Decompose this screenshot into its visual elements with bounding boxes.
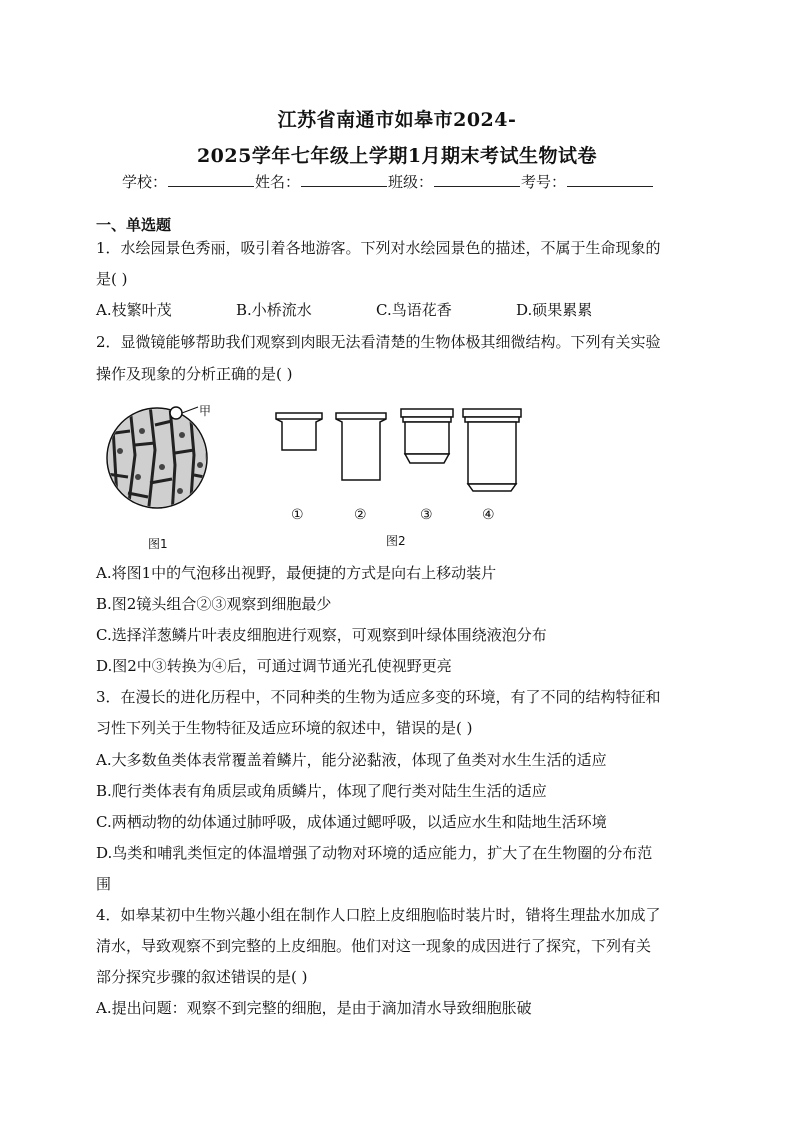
section-heading: 一、单选题	[96, 216, 172, 234]
lens-label-1: ①	[291, 507, 304, 523]
q2-option-c: C.选择洋葱鳞片叶表皮细胞进行观察，可观察到叶绿体围绕液泡分布	[96, 626, 547, 644]
microscope-figure	[0, 395, 794, 555]
objective-lens-4	[463, 409, 521, 491]
number-blank	[567, 172, 653, 187]
q1-option-b: B.小桥流水	[236, 301, 312, 319]
eyepiece-lens-2	[336, 413, 386, 480]
q1-stem-line1: 1．水绘园景色秀丽，吸引着各地游客。下列对水绘园景色的描述，不属于生命现象的	[96, 239, 661, 257]
q1-option-a: A.枝繁叶茂	[96, 301, 172, 319]
q4-stem-line3: 部分探究步骤的叙述错误的是( )	[96, 968, 308, 986]
class-label: 班级：	[388, 173, 434, 191]
lens-label-3: ③	[420, 507, 433, 523]
q3-option-b: B.爬行类体表有角质层或角质鳞片，体现了爬行类对陆生生活的适应	[96, 782, 547, 800]
q4-stem-line1: 4．如皋某初中生物兴趣小组在制作人口腔上皮细胞临时装片时，错将生理盐水加成了	[96, 906, 661, 924]
q2-option-b: B.图2镜头组合②③观察到细胞最少	[96, 595, 332, 613]
q1-option-c: C.鸟语花香	[376, 301, 452, 319]
exam-title-line2: 2025学年七年级上学期1月期末考试生物试卷	[196, 145, 598, 167]
q2-figures	[0, 395, 794, 555]
class-blank	[434, 172, 520, 187]
q2-stem-line2: 操作及现象的分析正确的是( )	[96, 365, 293, 383]
name-label: 姓名：	[255, 173, 301, 191]
q2-option-d: D.图2中③转换为④后，可通过调节通光孔使视野更亮	[96, 657, 452, 675]
school-blank	[168, 172, 254, 187]
student-info-row	[122, 171, 654, 192]
eyepiece-lens-1	[276, 413, 322, 450]
fig2-caption: 图2	[386, 534, 406, 548]
name-blank	[301, 172, 387, 187]
air-bubble	[170, 407, 182, 419]
q3-option-c: C.两栖动物的幼体通过肺呼吸，成体通过鳃呼吸，以适应水生和陆地生活环境	[96, 813, 607, 831]
q2-stem-line1: 2．显微镜能够帮助我们观察到肉眼无法看清楚的生物体极其细微结构。下列有关实验	[96, 333, 661, 351]
field-of-view-image	[100, 405, 220, 515]
lens-label-2: ②	[354, 507, 367, 523]
q4-option-a: A.提出问题：观察不到完整的细胞，是由于滴加清水导致细胞胀破	[96, 999, 532, 1017]
q4-stem-line2: 清水，导致观察不到完整的上皮细胞。他们对这一现象的成因进行了探究，下列有关	[96, 937, 652, 955]
q3-option-d-line2: 围	[96, 875, 112, 893]
q1-stem-line2: 是( )	[96, 270, 128, 288]
fig1-mark: 甲	[199, 404, 212, 418]
objective-lens-3	[401, 409, 453, 463]
number-label: 考号：	[521, 173, 567, 191]
lens-label-4: ④	[482, 507, 495, 523]
q3-stem-line2: 习性下列关于生物特征及适应环境的叙述中，错误的是( )	[96, 719, 473, 737]
fig1-caption: 图1	[148, 537, 168, 551]
exam-title-line1: 江苏省南通市如皋市2024-	[277, 109, 517, 131]
q3-option-a: A.大多数鱼类体表常覆盖着鳞片，能分泌黏液，体现了鱼类对水生生活的适应	[96, 751, 607, 769]
q1-options	[96, 299, 656, 320]
q2-option-a: A.将图1中的气泡移出视野，最便捷的方式是向右上移动装片	[96, 564, 497, 582]
q3-stem-line1: 3．在漫长的进化历程中，不同种类的生物为适应多变的环境，有了不同的结构特征和	[96, 688, 661, 706]
q3-option-d-line1: D.鸟类和哺乳类恒定的体温增强了动物对环境的适应能力，扩大了在生物圈的分布范	[96, 844, 653, 862]
q1-option-d: D.硕果累累	[516, 301, 593, 319]
school-label: 学校：	[122, 173, 168, 191]
